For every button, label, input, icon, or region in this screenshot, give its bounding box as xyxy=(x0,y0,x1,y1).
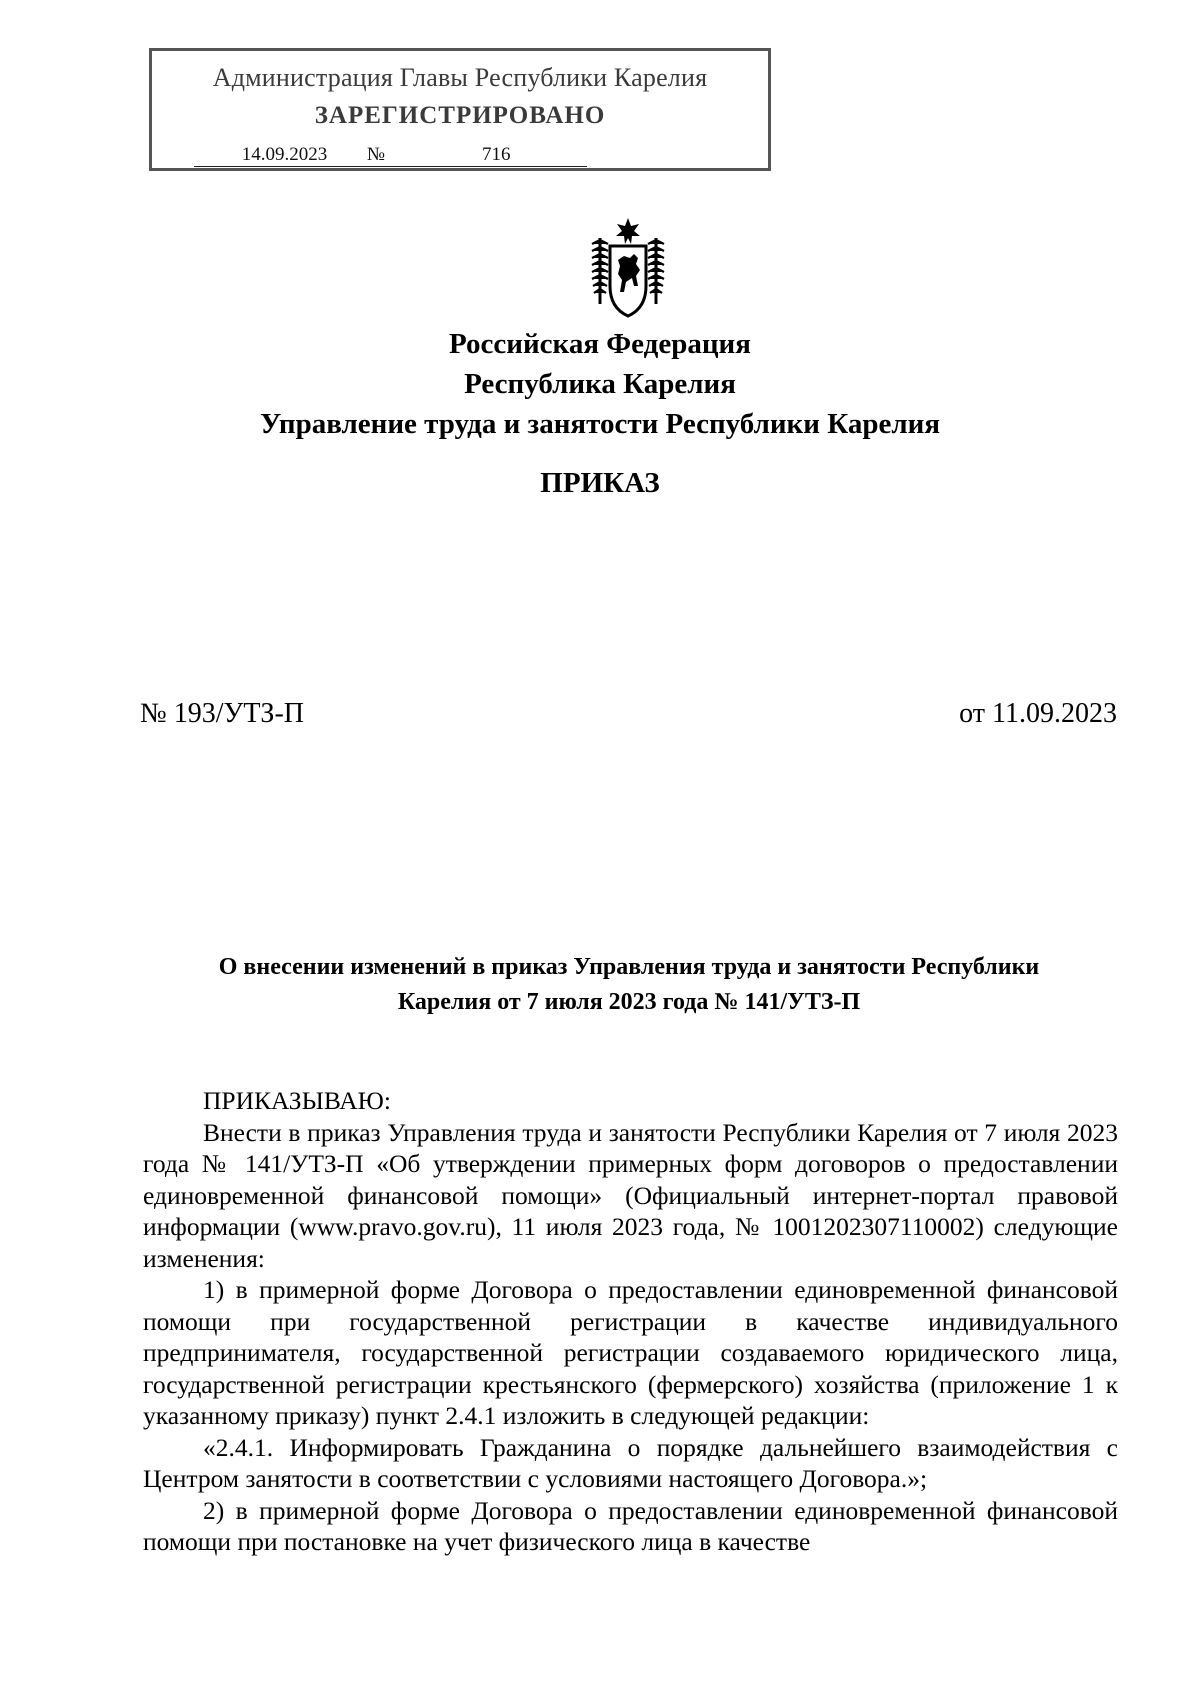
document-body xyxy=(143,1085,1118,1558)
stamp-organization: Администрация Главы Республики Карелия xyxy=(212,63,708,92)
body-paragraph-order: ПРИКАЗЫВАЮ: xyxy=(203,1086,391,1115)
karelia-coat-of-arms-icon xyxy=(588,216,668,321)
document-title-line-1: О внесении изменений в приказ Управления труда и занятости Республики xyxy=(218,954,1040,980)
document-type: ПРИКАЗ xyxy=(540,467,660,499)
body-paragraph-item-1: 1) в примерной форме Договора о предоставлении единовременной финансовой помощи при государственной регистрации в качестве индивидуального предпринимателя, государственной регистрации создаваемого юридического лица, государственной регистрации крестьянского (фермерского) хозяйства (приложение 1 к указанному приказу) пункт 2.4.1 изложить в следующей редакции: xyxy=(143,1275,1118,1430)
stamp-number: 716 xyxy=(387,144,587,167)
stamp-date: 14.09.2023 xyxy=(194,144,365,167)
order-number: № 193/УТЗ-П xyxy=(140,698,304,729)
body-paragraph-intro: Внести в приказ Управления труда и занятости Республики Карелия от 7 июля 2023 года № 141/УТЗ-П «Об утверждении примерных форм договоров о предоставлении единовременной финансовой помощи» (Официальный интернет-портал правовой информации (www.pravo.gov.ru), 11 июля 2023 года, № 1001202307110002) следующие изменения: xyxy=(143,1117,1118,1273)
header-agency: Управление труда и занятости Республики Карелия xyxy=(259,408,941,440)
document-title-line-2: Карелия от 7 июля 2023 года № 141/УТЗ-П xyxy=(397,989,861,1015)
body-paragraph-item-2: 2) в примерной форме Договора о предоставлении единовременной финансовой помощи при постановке на учет физического лица в качестве xyxy=(143,1495,1118,1556)
body-paragraph-clause-241: «2.4.1. Информировать Гражданина о порядке дальнейшего взаимодействия с Центром занятости в соответствии с условиями настоящего Договора.»; xyxy=(143,1432,1118,1493)
registration-stamp xyxy=(149,48,771,171)
header-republic: Республика Карелия xyxy=(464,368,736,400)
stamp-status: ЗАРЕГИСТРИРОВАНО xyxy=(314,102,606,129)
order-date: от 11.09.2023 xyxy=(959,698,1117,729)
header-country: Российская Федерация xyxy=(449,328,751,360)
document-title xyxy=(140,950,1118,1020)
stamp-number-sign: № xyxy=(366,144,386,165)
